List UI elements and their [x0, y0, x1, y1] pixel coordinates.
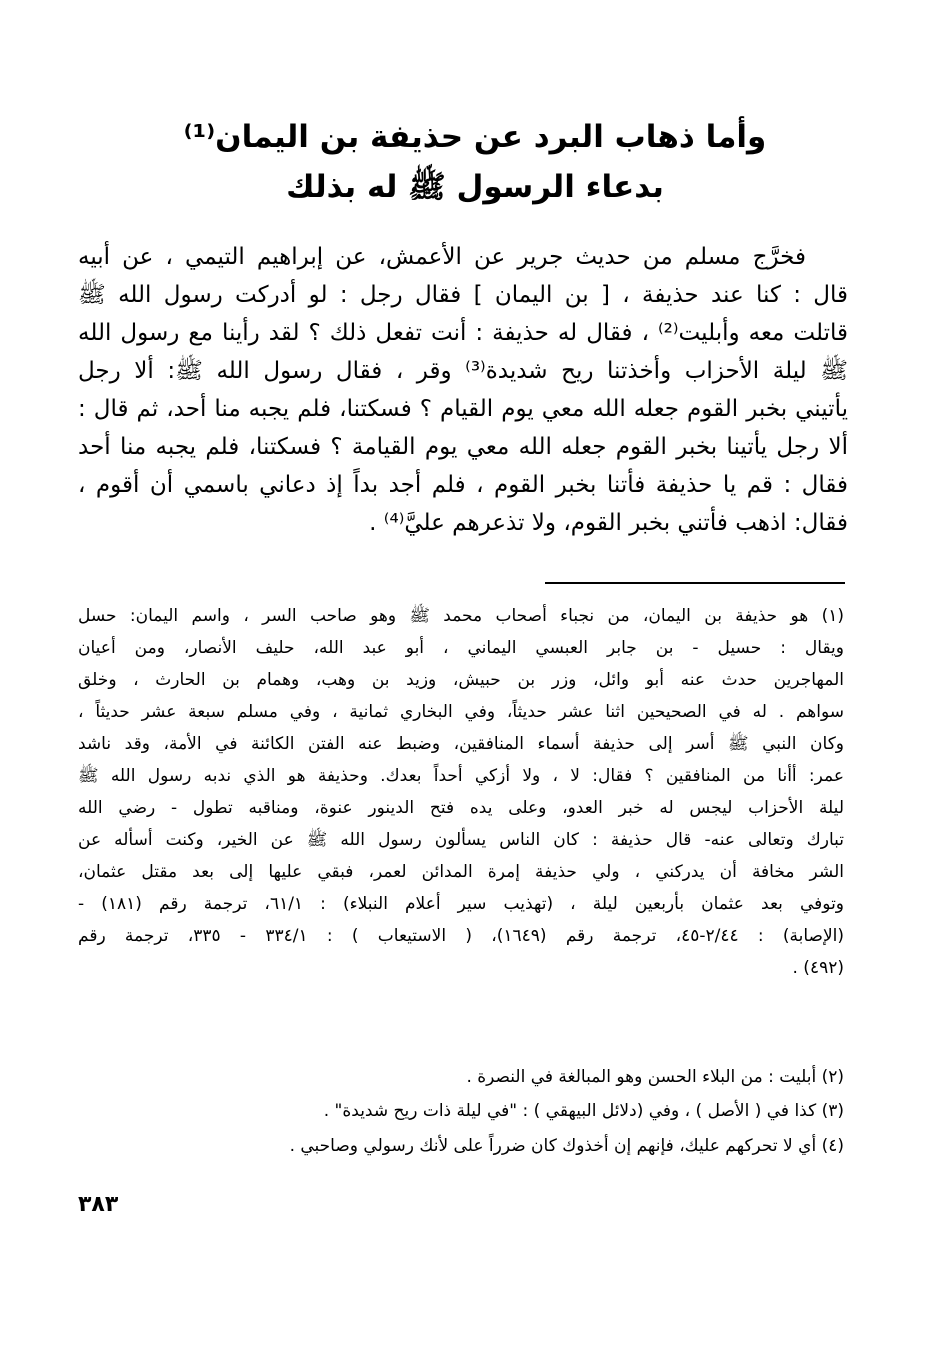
footnote-line: الشر مخافة أن يدركني ، ولي حذيفة إمرة المدائن لعمر، فبقي عليها إلى بعد مقتل عثمان،: [78, 862, 844, 882]
footnote-line: وكان النبي ﷺ أسر إلى حذيفة أسماء المنافقين، وضبط عنه الفتن الكائنة في الأمة، وقد ناشد: [78, 734, 844, 754]
body-line: فخرَّج مسلم من حديث جرير عن الأعمش، عن إبراهيم التيمي ، عن أبيه: [78, 244, 806, 270]
footnote-4: (٤) أي لا تحركهم عليك، فإنهم إن أخذوك كان ضرراً على لأنك رسولي وصاحبي .: [289, 1136, 844, 1156]
footnote-line: ليلة الأحزاب ليجس له خبر العدو، وعلى يده فتح الدينور عنوة، ومناقبه تطول - رضي الله: [78, 798, 844, 818]
body-line: فقال: اذهب فأتني بخبر القوم، ولا تذعرهم عليَّ⁽⁴⁾ .: [369, 510, 848, 536]
page-number: ٣٨٣: [78, 1192, 119, 1217]
footnote-separator: [545, 582, 845, 584]
footnote-line: (١) هو حذيفة بن اليمان، من نجباء أصحاب محمد ﷺ وهو صاحب السر ، واسم اليمان: حسل: [78, 606, 844, 626]
body-line: قال : كنا عند حذيفة ، [ بن اليمان ] فقال رجل : لو أدركت رسول الله ﷺ: [78, 282, 848, 308]
footnote-line: تبارك وتعالى عنه- قال حذيفة : كان الناس يسألون رسول الله ﷺ عن الخير، وكنت أسأله عن: [78, 830, 844, 850]
footnote-line: ويقال : حسيل - بن جابر العبسي اليماني ، أبو عبد الله، حليف الأنصار، ومن أعيان: [78, 638, 844, 658]
footnote-line: سواهم . له في الصحيحين اثنا عشر حديثاً، وفي البخاري ثمانية ، وفي مسلم سبعة عشر حديثاً ،: [78, 702, 844, 722]
body-line: قاتلت معه وأبليت⁽²⁾ ، فقال له حذيفة : أنت تفعل ذلك ؟ لقد رأينا مع رسول الله: [78, 320, 848, 346]
chapter-heading-line-2: بدعاء الرسول ﷺ له بذلك: [286, 169, 664, 205]
body-line: ألا رجل يأتينا بخبر القوم جعله الله معي يوم القيامة ؟ فسكتنا، فلم يجبه منا أحد: [78, 434, 848, 460]
footnote-line: (الإصابة) : ٢/٤٤-٤٥، ترجمة رقم (١٦٤٩)، ( الاستيعاب ) : ٣٣٤/١ - ٣٣٥، ترجمة رقم: [78, 926, 845, 946]
body-line: ﷺ ليلة الأحزاب وأخذتنا ريح شديدة⁽³⁾ وقر ، فقال رسول الله ﷺ: ألا رجل: [78, 358, 848, 384]
footnote-line: (٤٩٢) .: [792, 958, 844, 978]
body-line: يأتيني بخبر القوم جعله الله معي يوم القيام ؟ فسكتنا، فلم يجبه منا أحد، ثم قال :: [78, 396, 848, 422]
footnote-2: (٢) أبليت : من البلاء الحسن وهو المبالغة في النصرة .: [466, 1067, 844, 1087]
footnote-line: عمر: أأنا من المنافقين ؟ فقال: لا ، ولا أزكي أحداً بعدك. وحذيفة هو الذي ندبه رسول الله ﷺ: [78, 766, 844, 786]
body-line: فقال : قم يا حذيفة فأتنا بخبر القوم ، فلم أجد بداً إذ دعاني باسمي أن أقوم ،: [78, 472, 848, 498]
footnote-line: المهاجرين حدث عنه أبو وائل، وزر بن حبيش، وزيد بن وهب، وهمام بن الحارث ، وخلق: [78, 670, 844, 690]
footnote-line: وتوفي بعد عثمان بأربعين ليلة ، (تهذيب سير أعلام النبلاء) : ٦١/١، ترجمة رقم (١٨١) -: [78, 894, 845, 914]
footnote-3: (٣) كذا في ( الأصل ) ، وفي (دلائل البيهقي ) : "في ليلة ذات ريح شديدة" .: [323, 1101, 844, 1121]
chapter-heading-line-1: وأما ذهاب البرد عن حذيفة بن اليمان⁽¹⁾: [183, 119, 767, 155]
